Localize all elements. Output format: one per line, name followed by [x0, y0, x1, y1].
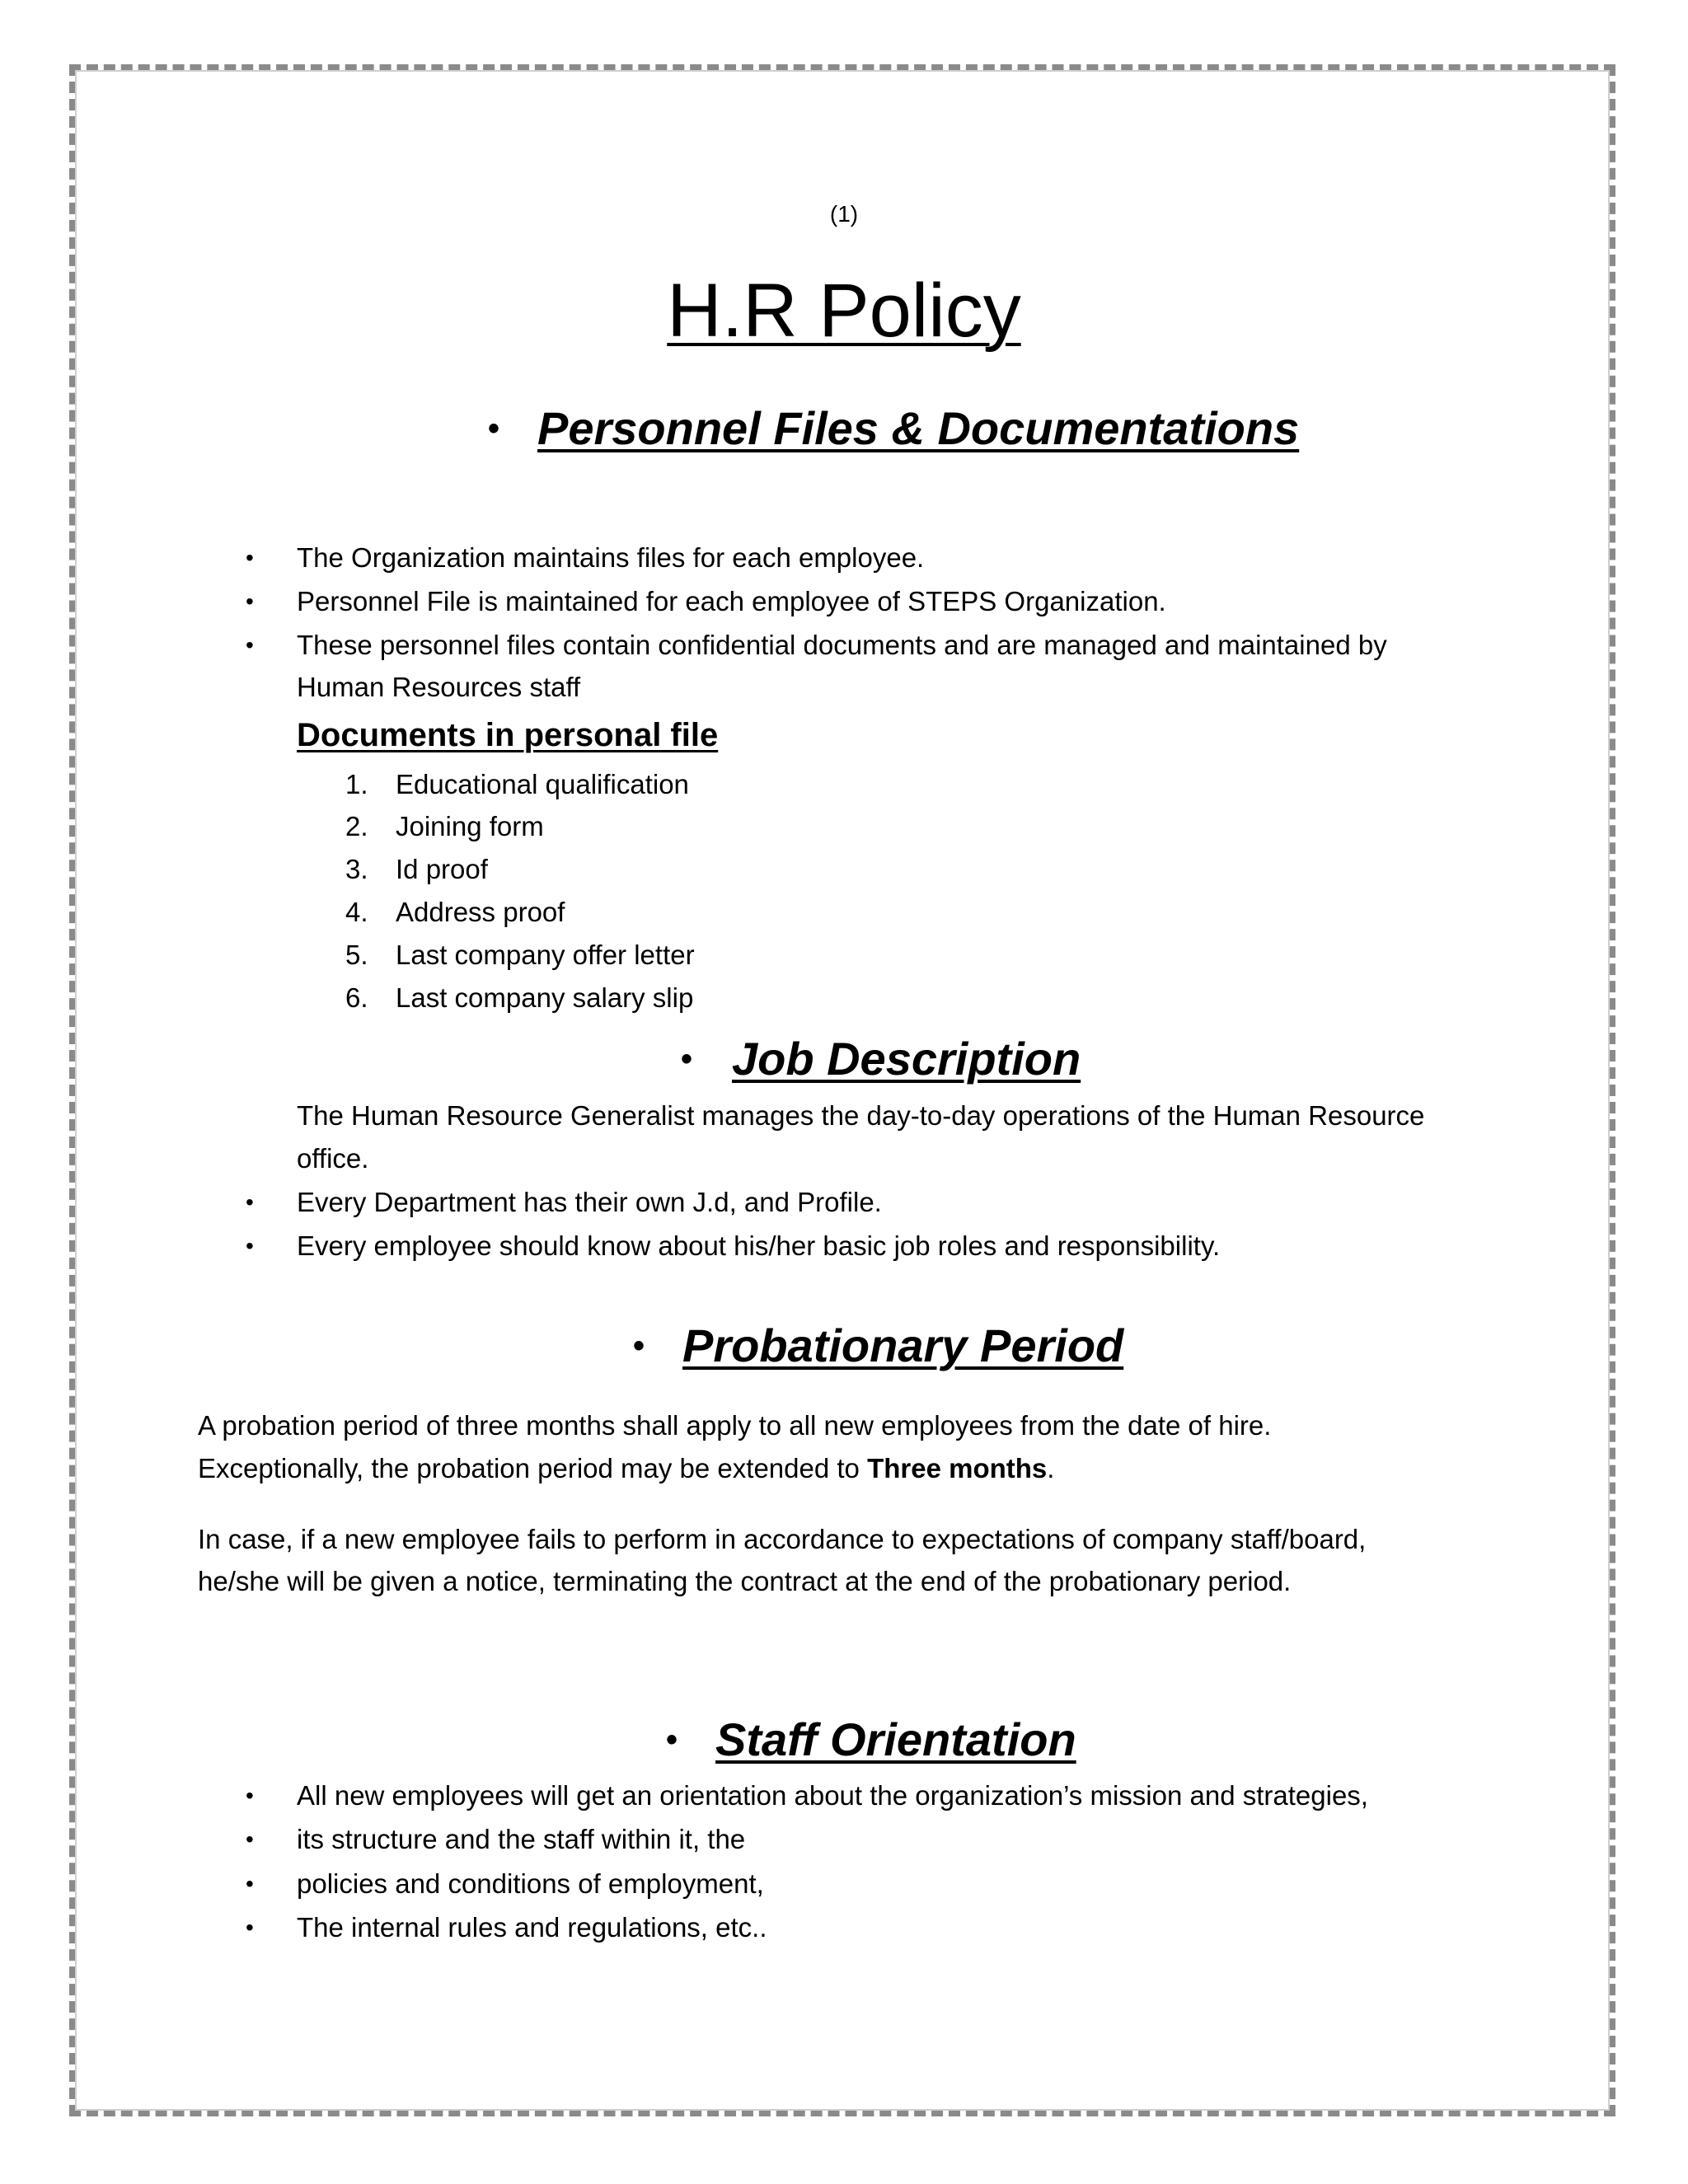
- emphasized-text: Three months: [867, 1453, 1048, 1483]
- heading-bullet: •: [681, 1041, 693, 1077]
- heading-bullet: •: [633, 1328, 645, 1364]
- paragraph-line: In case, if a new employee fails to perform in accordance to expectations of company staff/board,: [198, 1524, 1367, 1554]
- paragraph-line: A probation period of three months shall apply to all new employees from the date of hire.: [198, 1410, 1272, 1441]
- numbered-item-number: 2.: [345, 811, 368, 841]
- page-number: (1): [829, 201, 859, 227]
- list-bullet: •: [246, 1783, 254, 1808]
- paragraph-line: The Human Resource Generalist manages the day-to-day operations of the Human Resource: [297, 1100, 1425, 1131]
- numbered-item: Last company salary slip: [396, 982, 694, 1013]
- paragraph-text: Exceptionally, the probation period may be extended to: [198, 1453, 868, 1483]
- section-heading-job-description: Job Description: [732, 1033, 1081, 1085]
- section-heading-probationary: Probationary Period: [682, 1319, 1124, 1371]
- section-heading-orientation: Staff Orientation: [715, 1713, 1076, 1765]
- paragraph-line: office.: [297, 1143, 369, 1174]
- list-bullet: •: [246, 1189, 254, 1215]
- list-bullet: •: [246, 1233, 254, 1258]
- document-title: H.R Policy: [667, 269, 1021, 353]
- numbered-item-number: 3.: [345, 854, 368, 884]
- list-item: Every employee should know about his/her basic job roles and responsibility.: [297, 1230, 1221, 1261]
- numbered-item-number: 6.: [345, 982, 368, 1013]
- paragraph-line: [198, 1452, 1054, 1485]
- heading-bullet: •: [666, 1722, 678, 1758]
- numbered-item-number: 4.: [345, 897, 368, 927]
- documents-subheading: Documents in personal file: [297, 717, 719, 753]
- list-bullet: •: [246, 1826, 254, 1852]
- paragraph-text: .: [1047, 1453, 1055, 1483]
- list-bullet: •: [246, 588, 254, 614]
- numbered-item: Address proof: [396, 897, 565, 927]
- list-bullet: •: [246, 1871, 254, 1896]
- list-item: The Organization maintains files for each employee.: [297, 542, 925, 573]
- list-item: policies and conditions of employment,: [297, 1868, 764, 1899]
- numbered-item-number: 5.: [345, 940, 368, 970]
- list-item: Personnel File is maintained for each employee of STEPS Organization.: [297, 586, 1166, 616]
- list-item: These personnel files contain confidential documents and are managed and maintained by: [297, 630, 1387, 660]
- numbered-item: Educational qualification: [396, 769, 689, 799]
- numbered-item: Joining form: [396, 811, 544, 841]
- list-bullet: •: [246, 545, 254, 570]
- numbered-item: Id proof: [396, 854, 488, 884]
- list-item: The internal rules and regulations, etc..: [297, 1912, 767, 1943]
- paragraph-line: he/she will be given a notice, terminating the contract at the end of the probationary period.: [198, 1566, 1292, 1596]
- list-item-continuation: Human Resources staff: [297, 672, 581, 702]
- list-bullet: •: [246, 1915, 254, 1940]
- list-item: Every Department has their own J.d, and Profile.: [297, 1187, 882, 1217]
- list-bullet: •: [246, 632, 254, 658]
- numbered-item-number: 1.: [345, 769, 368, 799]
- list-item: All new employees will get an orientation about the organization’s mission and strategies,: [297, 1780, 1368, 1811]
- heading-bullet: •: [488, 410, 500, 447]
- list-item: its structure and the staff within it, the: [297, 1824, 746, 1854]
- section-heading-personnel: Personnel Files & Documentations: [537, 402, 1300, 454]
- numbered-item: Last company offer letter: [396, 940, 695, 970]
